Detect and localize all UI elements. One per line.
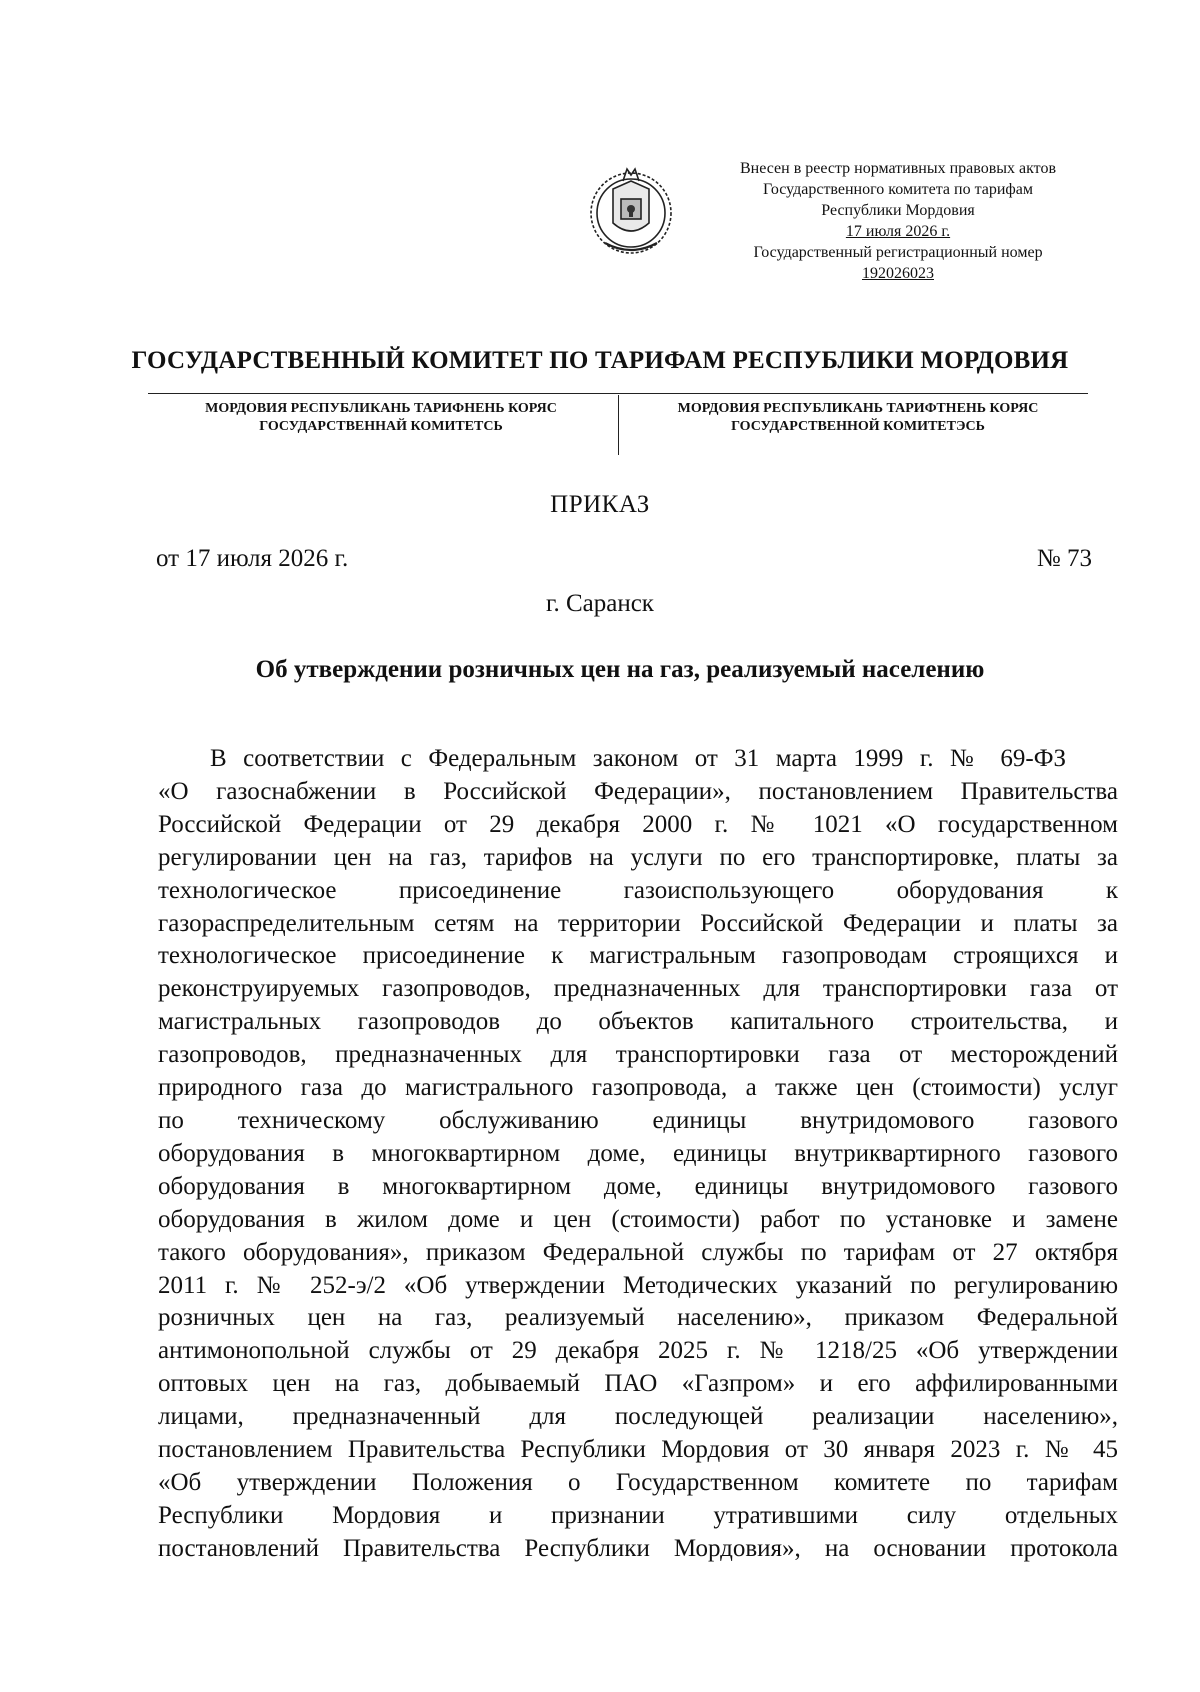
body-line: «Об утверждении Положения о Государственном комитете по тарифам xyxy=(158,1468,1118,1496)
body-line: оборудования в многоквартирном доме, единицы внутриквартирного газового xyxy=(158,1139,1118,1167)
body-line: антимонопольной службы от 29 декабря 2025 г. № 1218/25 «Об утверждении xyxy=(158,1337,1118,1365)
body-line: по техническому обслуживанию единицы внутридомового газового xyxy=(158,1106,1118,1134)
registry-line: Внесен в реестр нормативных правовых актов xyxy=(740,160,1056,177)
committee-title: ГОСУДАРСТВЕННЫЙ КОМИТЕТ ПО ТАРИФАМ РЕСПУБЛИКИ МОРДОВИЯ xyxy=(131,347,1069,374)
body-line: оборудования в многоквартирном доме, единицы внутридомового газового xyxy=(158,1172,1118,1200)
registry-number: 192026023 xyxy=(862,265,934,282)
body-line: розничных цен на газ, реализуемый населению», приказом Федеральной xyxy=(158,1304,1118,1332)
body-line: лицами, предназначенный для последующей реализации населению», xyxy=(158,1403,1118,1431)
body-line: газораспределительным сетям на территории Российской Федерации и платы за xyxy=(158,909,1118,937)
registry-line: Государственный регистрационный номер xyxy=(753,244,1043,261)
document-type: ПРИКАЗ xyxy=(550,491,650,518)
order-city: г. Саранск xyxy=(546,590,654,617)
order-body xyxy=(158,743,1118,1566)
body-line: такого оборудования», приказом Федеральной службы по тарифам от 27 октября xyxy=(158,1238,1118,1266)
body-line: технологическое присоединение газоиспользующего оборудования к xyxy=(158,876,1118,904)
header-vertical-divider xyxy=(618,395,619,455)
order-date: от 17 июля 2026 г. xyxy=(156,545,349,572)
registry-stamp xyxy=(718,158,1078,284)
body-line: «О газоснабжении в Российской Федерации», постановлением Правительства xyxy=(158,777,1118,805)
coat-of-arms-emblem xyxy=(583,153,679,265)
committee-name-erzya xyxy=(623,400,1093,436)
registry-line: Республики Мордовия xyxy=(821,202,975,219)
order-number: № 73 xyxy=(1036,545,1092,572)
registry-date: 17 июля 2026 г. xyxy=(845,223,951,240)
body-line: постановлением Правительства Республики Мордовия от 30 января 2023 г. № 45 xyxy=(158,1436,1118,1464)
coat-of-arms-icon xyxy=(583,153,679,265)
body-line: регулировании цен на газ, тарифов на услуги по его транспортировке, платы за xyxy=(158,843,1118,871)
registry-line: Государственного комитета по тарифам xyxy=(762,181,1034,198)
order-heading: Об утверждении розничных цен на газ, реализуемый населению xyxy=(255,656,985,683)
header-divider xyxy=(148,393,1088,394)
body-line: Российской Федерации от 29 декабря 2000 г. № 1021 «О государственном xyxy=(158,810,1118,838)
body-line: магистральных газопроводов до объектов капитального строительства, и xyxy=(158,1008,1118,1036)
body-line: В соответствии с Федеральным законом от 31 марта 1999 г. № 69-ФЗ xyxy=(210,745,1066,772)
body-line: 2011 г. № 252-э/2 «Об утверждении Методических указаний по регулированию xyxy=(158,1271,1118,1299)
committee-name-line: ГОСУДАРСТВЕННОЙ КОМИТЕТЭСЬ xyxy=(731,419,985,434)
body-line: Республики Мордовия и признании утратившими силу отдельных xyxy=(158,1501,1118,1529)
committee-name-line: ГОСУДАРСТВЕННАЙ КОМИТЕТСЬ xyxy=(259,419,503,434)
body-line: постановлений Правительства Республики Мордовия», на основании протокола xyxy=(158,1534,1118,1562)
body-line: оптовых цен на газ, добываемый ПАО «Газпром» и его аффилированными xyxy=(158,1370,1118,1398)
committee-name-moksha xyxy=(146,400,616,436)
committee-name-line: МОРДОВИЯ РЕСПУБЛИКАНЬ ТАРИФНЕНЬ КОРЯС xyxy=(205,401,557,416)
body-line: технологическое присоединение к магистральным газопроводам строящихся и xyxy=(158,942,1118,970)
body-line: природного газа до магистрального газопровода, а также цен (стоимости) услуг xyxy=(158,1074,1118,1102)
committee-name-line: МОРДОВИЯ РЕСПУБЛИКАНЬ ТАРИФТНЕНЬ КОРЯС xyxy=(677,401,1039,416)
body-line: оборудования в жилом доме и цен (стоимости) работ по установке и замене xyxy=(158,1205,1118,1233)
body-line: реконструируемых газопроводов, предназначенных для транспортировки газа от xyxy=(158,975,1118,1003)
body-line: газопроводов, предназначенных для транспортировки газа от месторождений xyxy=(158,1041,1118,1069)
